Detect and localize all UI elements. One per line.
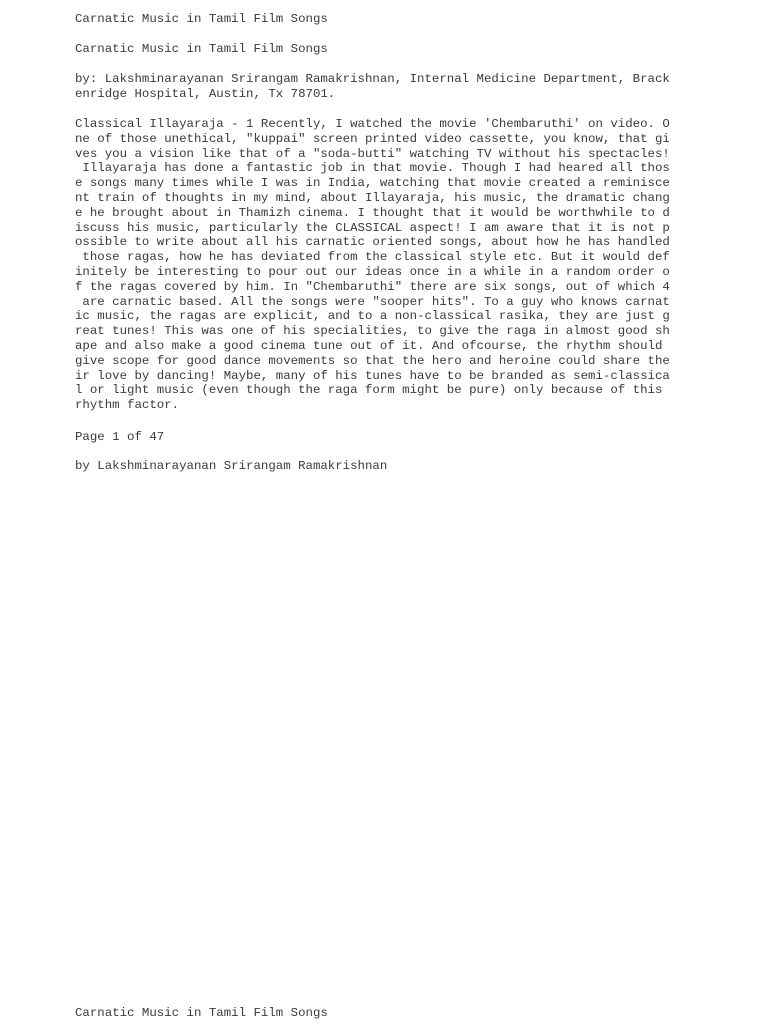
body-line: ir love by dancing! Maybe, many of his tunes have to be branded as semi-classica xyxy=(75,368,670,383)
running-header-title: Carnatic Music in Tamil Film Songs xyxy=(75,12,328,26)
body-line: are carnatic based. All the songs were "sooper hits". To a guy who knows carnat xyxy=(75,294,670,309)
body-line: Classical Illayaraja - 1 Recently, I watched the movie 'Chembaruthi' on video. O xyxy=(75,117,670,131)
byline-line: enridge Hospital, Austin, Tx 78701. xyxy=(75,86,336,101)
body-line: ic music, the ragas are explicit, and to a non-classical rasika, they are just g xyxy=(75,309,670,324)
body-text xyxy=(75,117,670,413)
body-line: initely be interesting to pour out our ideas once in a while in a random order o xyxy=(75,264,670,279)
body-line: ossible to write about all his carnatic oriented songs, about how he has handled xyxy=(75,235,670,250)
body-line: iscuss his music, particularly the CLASSICAL aspect! I am aware that it is not p xyxy=(75,220,670,235)
body-line: give scope for good dance movements so that the hero and heroine could share the xyxy=(75,353,670,368)
body-line: ape and also make a good cinema tune out of it. And ofcourse, the rhythm should xyxy=(75,338,663,353)
body-line: those ragas, how he has deviated from the classical style etc. But it would def xyxy=(75,250,670,265)
author-credit: by Lakshminarayanan Srirangam Ramakrishnan xyxy=(75,459,388,473)
body-line: ves you a vision like that of a "soda-butti" watching TV without his spectacles! xyxy=(75,146,670,161)
body-line: e songs many times while I was in India, watching that movie created a reminisce xyxy=(75,176,670,191)
body-line: l or light music (even though the raga form might be pure) only because of this xyxy=(75,383,663,398)
document-title: Carnatic Music in Tamil Film Songs xyxy=(75,42,328,56)
body-line: reat tunes! This was one of his specialities, to give the raga in almost good sh xyxy=(75,324,670,339)
body-line: ne of those unethical, "kuppai" screen printed video cassette, you know, that gi xyxy=(75,131,670,146)
body-line: e he brought about in Thamizh cinema. I thought that it would be worthwhile to d xyxy=(75,205,670,220)
byline xyxy=(75,72,670,102)
body-line: nt train of thoughts in my mind, about Illayaraja, his music, the dramatic chang xyxy=(75,190,670,205)
page-number: Page 1 of 47 xyxy=(75,430,165,444)
byline-line: by: Lakshminarayanan Srirangam Ramakrishnan, Internal Medicine Department, Brack xyxy=(75,72,670,86)
body-line: f the ragas covered by him. In "Chembaruthi" there are six songs, out of which 4 xyxy=(75,279,670,294)
running-footer-title: Carnatic Music in Tamil Film Songs xyxy=(75,1006,328,1020)
body-line: rhythm factor. xyxy=(75,398,180,413)
body-line: Illayaraja has done a fantastic job in that movie. Though I had heared all thos xyxy=(75,161,670,176)
